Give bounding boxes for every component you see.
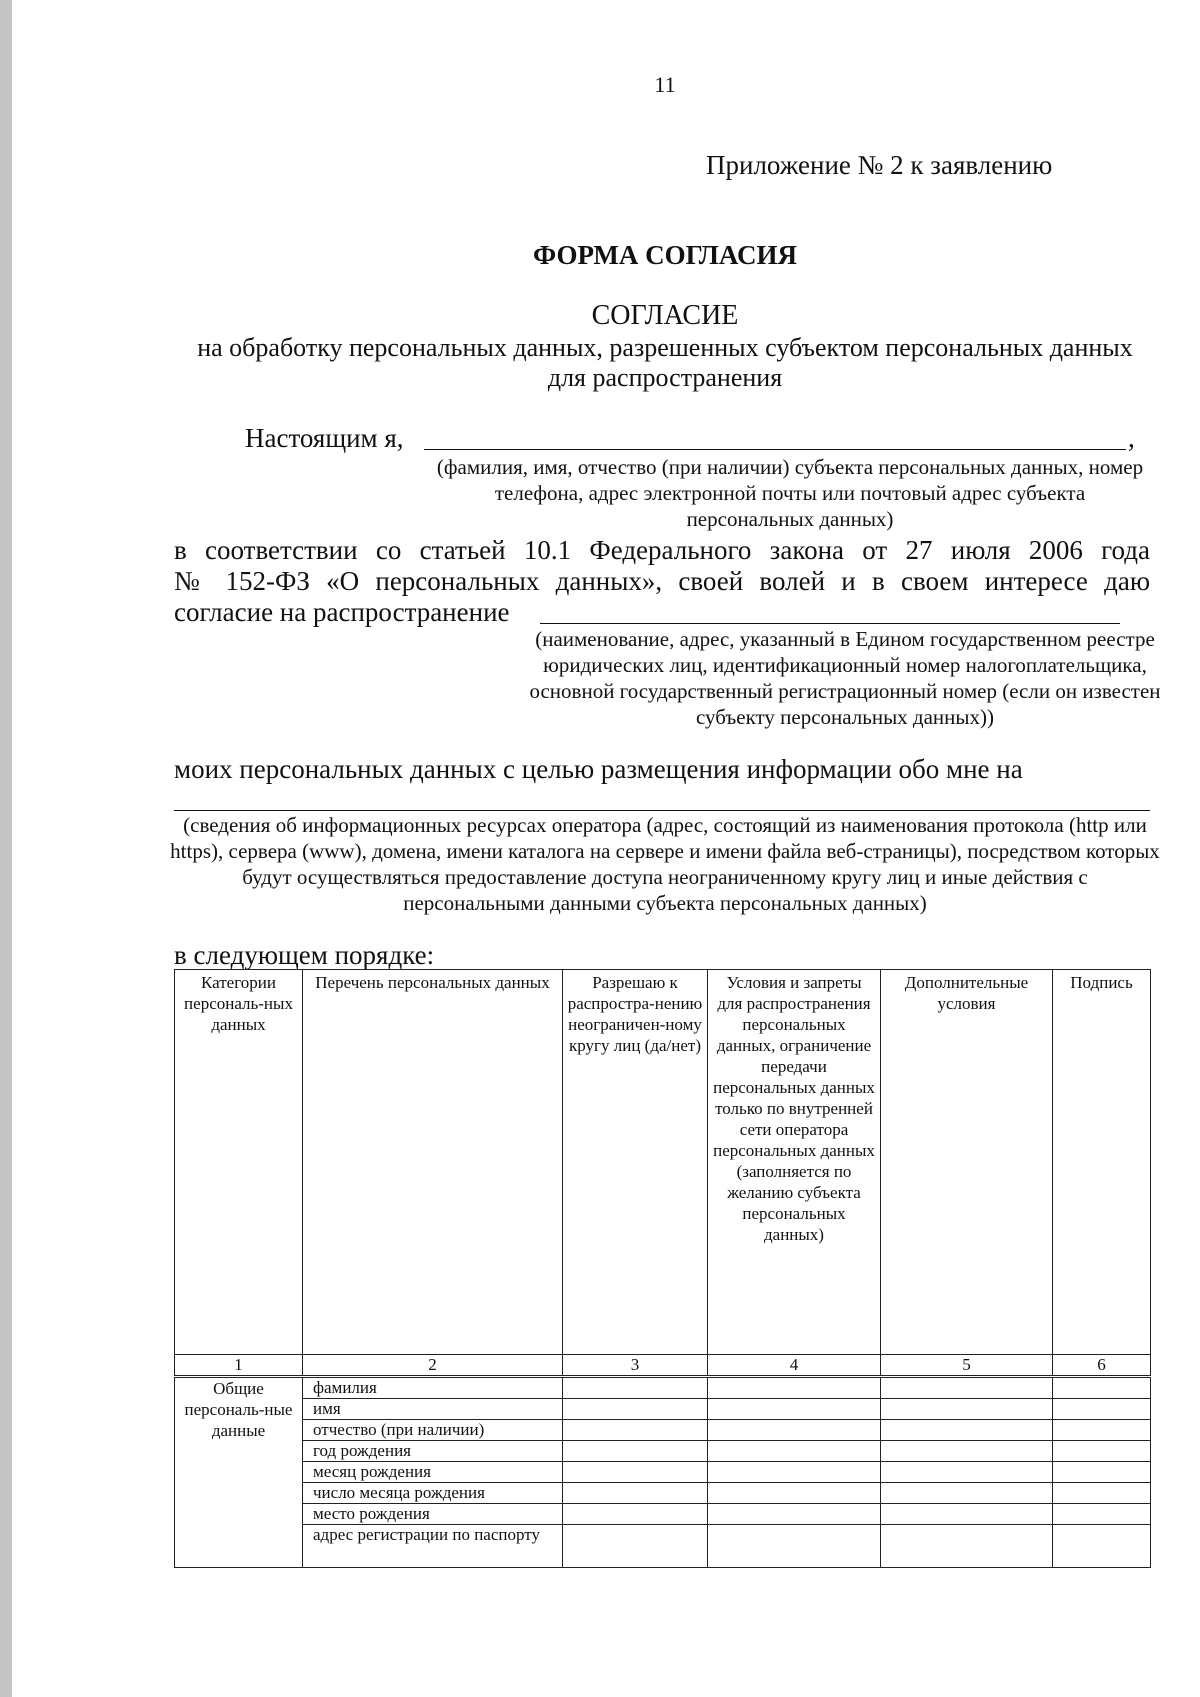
- item-cell: место рождения: [303, 1504, 563, 1525]
- permission-cell[interactable]: [563, 1420, 708, 1441]
- resources-hint: (сведения об информационных ресурсах оператора (адрес, состоящий из наименования протокола (http или https), сервера (www), домена, имени каталога на сервере и имени файла веб-страницы), посредством которых будут осуществляться предоставление доступа неограниченному кругу лиц и иные действия с персональными данными субъекта персональных данных): [170, 813, 1160, 915]
- conditions-cell[interactable]: [708, 1441, 881, 1462]
- subject-fill-line: [424, 449, 1126, 450]
- signature-cell[interactable]: [1053, 1420, 1151, 1441]
- additional-cell[interactable]: [881, 1504, 1053, 1525]
- permission-cell[interactable]: [563, 1483, 708, 1504]
- header-permission: Разрешаю к распростра-нению неограничен-ному кругу лиц (да/нет): [563, 970, 708, 1355]
- intro-text: Настоящим я,: [245, 423, 404, 453]
- resources-fill-line: [174, 810, 1150, 811]
- consent-heading: СОГЛАСИЕ: [591, 300, 739, 331]
- item-cell: адрес регистрации по паспорту: [303, 1525, 563, 1568]
- consent-subheading: на обработку персональных данных, разрешенных субъектом персональных данных для распространения: [197, 333, 1133, 392]
- header-category: Категории персональ-ных данных: [175, 970, 303, 1355]
- item-cell: год рождения: [303, 1441, 563, 1462]
- column-number: 4: [708, 1355, 881, 1377]
- purpose-text: моих персональных данных с целью размещения информации обо мне на: [174, 754, 1023, 784]
- table-row: [175, 1483, 1151, 1504]
- consent-table: [174, 969, 1151, 1568]
- law-paragraph-line-3: согласие на распространение: [174, 597, 510, 627]
- conditions-cell[interactable]: [708, 1483, 881, 1504]
- table-row: [175, 1441, 1151, 1462]
- signature-cell[interactable]: [1053, 1483, 1151, 1504]
- header-additional: Дополнительные условия: [881, 970, 1053, 1355]
- form-title: ФОРМА СОГЛАСИЯ: [532, 240, 798, 270]
- conditions-cell[interactable]: [708, 1525, 881, 1568]
- page-number: 11: [654, 72, 676, 97]
- law-paragraph-line-2: № 152-ФЗ «О персональных данных», своей волей и в своем интересе даю: [174, 566, 1150, 596]
- category-cell: Общие персональ-ные данные: [175, 1377, 303, 1568]
- header-data-list: Перечень персональных данных: [303, 970, 563, 1355]
- table-row: [175, 1462, 1151, 1483]
- item-cell: отчество (при наличии): [303, 1420, 563, 1441]
- permission-cell[interactable]: [563, 1377, 708, 1399]
- appendix-label: Приложение № 2 к заявлению: [706, 150, 1053, 180]
- item-cell: число месяца рождения: [303, 1483, 563, 1504]
- table-row: [175, 1420, 1151, 1441]
- permission-cell[interactable]: [563, 1462, 708, 1483]
- table-row: [175, 1525, 1151, 1568]
- item-cell: месяц рождения: [303, 1462, 563, 1483]
- table-header-row: [175, 970, 1151, 1355]
- column-number: 5: [881, 1355, 1053, 1377]
- permission-cell[interactable]: [563, 1441, 708, 1462]
- order-text: в следующем порядке:: [174, 940, 435, 970]
- intro-comma: ,: [1128, 423, 1135, 453]
- additional-cell[interactable]: [881, 1483, 1053, 1504]
- conditions-cell[interactable]: [708, 1420, 881, 1441]
- subject-hint: (фамилия, имя, отчество (при наличии) субъекта персональных данных, номер телефона, адрес электронной почты или почтовый адрес субъекта персональных данных): [436, 455, 1144, 531]
- additional-cell[interactable]: [881, 1441, 1053, 1462]
- operator-fill-line: [540, 623, 1120, 624]
- table-row: [175, 1399, 1151, 1420]
- column-number: 1: [175, 1355, 303, 1377]
- column-number-row: [175, 1355, 1151, 1377]
- signature-cell[interactable]: [1053, 1525, 1151, 1568]
- conditions-cell[interactable]: [708, 1399, 881, 1420]
- header-signature: Подпись: [1053, 970, 1151, 1355]
- signature-cell[interactable]: [1053, 1504, 1151, 1525]
- additional-cell[interactable]: [881, 1462, 1053, 1483]
- conditions-cell[interactable]: [708, 1504, 881, 1525]
- additional-cell[interactable]: [881, 1525, 1053, 1568]
- table-row: [175, 1377, 1151, 1399]
- header-conditions: Условия и запреты для распространения персональных данных, ограничение передачи персональных данных только по внутренней сети оператора персональных данных (заполняется по желанию субъекта персональных данных): [708, 970, 881, 1355]
- signature-cell[interactable]: [1053, 1377, 1151, 1399]
- item-cell: фамилия: [303, 1377, 563, 1399]
- column-number: 2: [303, 1355, 563, 1377]
- signature-cell[interactable]: [1053, 1441, 1151, 1462]
- law-paragraph-line-1: в соответствии со статьей 10.1 Федерального закона от 27 июля 2006 года: [174, 535, 1150, 565]
- permission-cell[interactable]: [563, 1525, 708, 1568]
- additional-cell[interactable]: [881, 1399, 1053, 1420]
- additional-cell[interactable]: [881, 1377, 1053, 1399]
- permission-cell[interactable]: [563, 1399, 708, 1420]
- column-number: 3: [563, 1355, 708, 1377]
- signature-cell[interactable]: [1053, 1399, 1151, 1420]
- table-row: [175, 1504, 1151, 1525]
- item-cell: имя: [303, 1399, 563, 1420]
- signature-cell[interactable]: [1053, 1462, 1151, 1483]
- operator-hint: (наименование, адрес, указанный в Едином государственном реестре юридических лиц, идентификационный номер налогоплательщика, основной государственный регистрационный номер (если он известен субъекту персональных данных)): [529, 627, 1161, 729]
- additional-cell[interactable]: [881, 1420, 1053, 1441]
- conditions-cell[interactable]: [708, 1462, 881, 1483]
- conditions-cell[interactable]: [708, 1377, 881, 1399]
- column-number: 6: [1053, 1355, 1151, 1377]
- permission-cell[interactable]: [563, 1504, 708, 1525]
